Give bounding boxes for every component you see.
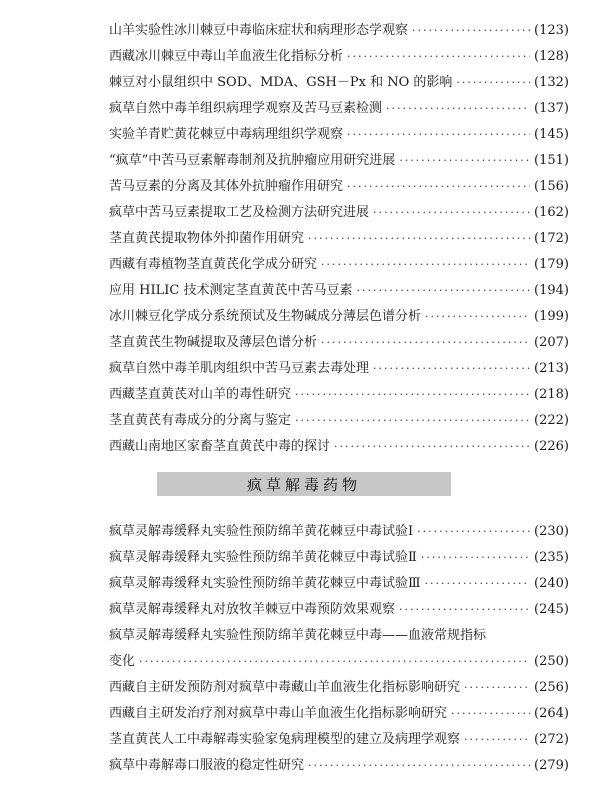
entry-page: (151) bbox=[534, 153, 569, 168]
toc-entry[interactable] bbox=[109, 255, 569, 275]
entry-title: 疯草灵解毒缓释丸实验性预防绵羊黄花棘豆中毒试验Ⅰ bbox=[109, 524, 414, 539]
entry-title: 疯草中毒解毒口服液的稳定性研究 bbox=[109, 758, 305, 773]
toc-entry[interactable] bbox=[109, 385, 569, 405]
entry-page: (156) bbox=[534, 179, 569, 194]
entry-page: (128) bbox=[534, 49, 569, 64]
dot-leader bbox=[464, 678, 530, 698]
entry-page: (250) bbox=[534, 654, 569, 669]
toc-entry[interactable] bbox=[109, 704, 569, 724]
dot-leader bbox=[386, 99, 530, 119]
dot-leader bbox=[373, 359, 530, 379]
toc-entry[interactable] bbox=[109, 151, 569, 171]
entry-title: 疯草灵解毒缓释丸实验性预防绵羊黄花棘豆中毒试验Ⅲ bbox=[109, 576, 421, 591]
toc-entry[interactable] bbox=[109, 307, 569, 327]
dot-leader bbox=[321, 333, 530, 353]
entry-title: “疯草”中苦马豆素解毒制剂及抗肿瘤应用研究进展 bbox=[109, 153, 396, 168]
entry-title: 西藏茎直黄芪对山羊的毒性研究 bbox=[109, 387, 292, 402]
dot-leader bbox=[425, 307, 530, 327]
entry-page: (222) bbox=[534, 413, 569, 428]
dot-leader bbox=[139, 652, 530, 672]
entry-page: (226) bbox=[534, 439, 569, 454]
dot-leader bbox=[295, 411, 530, 431]
entry-title: 西藏有毒植物茎直黄芪化学成分研究 bbox=[109, 257, 318, 272]
dot-leader bbox=[308, 756, 530, 776]
entry-title: 应用 HILIC 技术测定茎直黄芪中苦马豆素 bbox=[109, 283, 353, 298]
entry-title: 茎直黄芪生物碱提取及薄层色谱分析 bbox=[109, 335, 318, 350]
toc-entry[interactable] bbox=[109, 99, 569, 119]
entry-title: 茎直黄芪提取物体外抑菌作用研究 bbox=[109, 231, 305, 246]
entry-title: 实验羊青贮黄花棘豆中毒病理组织学观察 bbox=[109, 127, 344, 142]
entry-title: 疯草灵解毒缓释丸实验性预防绵羊黄花棘豆中毒试验Ⅱ bbox=[109, 550, 417, 565]
entry-title: 西藏自主研发预防剂对疯草中毒藏山羊血液生化指标影响研究 bbox=[109, 680, 461, 695]
entry-title: 疯草中苦马豆素提取工艺及检测方法研究进展 bbox=[109, 205, 370, 220]
toc-entry[interactable] bbox=[109, 548, 569, 568]
dot-leader bbox=[373, 203, 530, 223]
entry-page: (230) bbox=[534, 524, 569, 539]
entry-title: 茎直黄芪人工中毒解毒实验家兔病理模型的建立及病理学观察 bbox=[109, 732, 461, 747]
dot-leader bbox=[425, 574, 530, 594]
entry-page: (172) bbox=[534, 231, 569, 246]
toc-entry[interactable] bbox=[109, 652, 569, 672]
entry-page: (137) bbox=[534, 101, 569, 116]
dot-leader bbox=[399, 600, 530, 620]
entry-title: 变化 bbox=[109, 654, 136, 669]
dot-leader bbox=[456, 73, 530, 93]
toc-entry[interactable] bbox=[109, 21, 569, 41]
entry-page: (162) bbox=[534, 205, 569, 220]
toc-entry[interactable] bbox=[109, 730, 569, 750]
dot-leader bbox=[308, 229, 530, 249]
toc-entry[interactable] bbox=[109, 411, 569, 431]
entry-title: 疯草自然中毒羊组织病理学观察及苦马豆素检测 bbox=[109, 101, 383, 116]
toc-entry[interactable] bbox=[109, 73, 569, 93]
toc-entry-wrapped-line1[interactable]: 疯草灵解毒缓释丸实验性预防绵羊黄花棘豆中毒——血液常规指标 bbox=[109, 628, 487, 643]
dot-leader bbox=[356, 281, 530, 301]
toc-entry[interactable] bbox=[109, 125, 569, 145]
toc-entry[interactable] bbox=[109, 177, 569, 197]
toc-entry[interactable] bbox=[109, 600, 569, 620]
entry-page: (264) bbox=[534, 706, 569, 721]
toc-entry[interactable] bbox=[109, 574, 569, 594]
entry-page: (194) bbox=[534, 283, 569, 298]
toc-entry[interactable] bbox=[109, 437, 569, 457]
entry-page: (272) bbox=[534, 732, 569, 747]
toc-entry[interactable] bbox=[109, 522, 569, 542]
dot-leader bbox=[421, 548, 530, 568]
entry-title: 山羊实验性冰川棘豆中毒临床症状和病理形态学观察 bbox=[109, 23, 409, 38]
dot-leader bbox=[334, 437, 530, 457]
entry-page: (235) bbox=[534, 550, 569, 565]
dot-leader bbox=[451, 704, 530, 724]
dot-leader bbox=[347, 125, 530, 145]
entry-page: (245) bbox=[534, 602, 569, 617]
toc-entry[interactable] bbox=[109, 203, 569, 223]
entry-page: (213) bbox=[534, 361, 569, 376]
entry-page: (218) bbox=[534, 387, 569, 402]
toc-entry[interactable] bbox=[109, 756, 569, 776]
toc-entry[interactable] bbox=[109, 333, 569, 353]
toc-entry[interactable] bbox=[109, 678, 569, 698]
entry-title: 棘豆对小鼠组织中 SOD、MDA、GSH－Px 和 NO 的影响 bbox=[109, 75, 453, 90]
entry-title: 西藏自主研发治疗剂对疯草中毒山羊血液生化指标影响研究 bbox=[109, 706, 448, 721]
entry-page: (179) bbox=[534, 257, 569, 272]
dot-leader bbox=[347, 177, 530, 197]
dot-leader bbox=[321, 255, 530, 275]
entry-title: 西藏山南地区家畜茎直黄芪中毒的探讨 bbox=[109, 439, 331, 454]
toc-entry[interactable] bbox=[109, 281, 569, 301]
entry-title: 疯草自然中毒羊肌肉组织中苦马豆素去毒处理 bbox=[109, 361, 370, 376]
entry-title: 疯草灵解毒缓释丸对放牧羊棘豆中毒预防效果观察 bbox=[109, 602, 396, 617]
entry-page: (132) bbox=[534, 75, 569, 90]
toc-entry[interactable] bbox=[109, 229, 569, 249]
entry-page: (240) bbox=[534, 576, 569, 591]
dot-leader bbox=[412, 21, 530, 41]
toc-entry[interactable] bbox=[109, 47, 569, 67]
toc-entry[interactable] bbox=[109, 359, 569, 379]
entry-title: 苦马豆素的分离及其体外抗肿瘤作用研究 bbox=[109, 179, 344, 194]
dot-leader bbox=[295, 385, 530, 405]
entry-page: (199) bbox=[534, 309, 569, 324]
section-heading: 疯草解毒药物 bbox=[157, 472, 451, 496]
entry-title: 西藏冰川棘豆中毒山羊血液生化指标分析 bbox=[109, 49, 344, 64]
entry-page: (256) bbox=[534, 680, 569, 695]
dot-leader bbox=[464, 730, 530, 750]
dot-leader bbox=[417, 522, 530, 542]
entry-page: (207) bbox=[534, 335, 569, 350]
dot-leader bbox=[347, 47, 530, 67]
entry-page: (145) bbox=[534, 127, 569, 142]
entry-page: (279) bbox=[534, 758, 569, 773]
entry-title: 茎直黄芪有毒成分的分离与鉴定 bbox=[109, 413, 292, 428]
dot-leader bbox=[399, 151, 530, 171]
entry-title: 冰川棘豆化学成分系统预试及生物碱成分薄层色谱分析 bbox=[109, 309, 422, 324]
entry-page: (123) bbox=[534, 23, 569, 38]
